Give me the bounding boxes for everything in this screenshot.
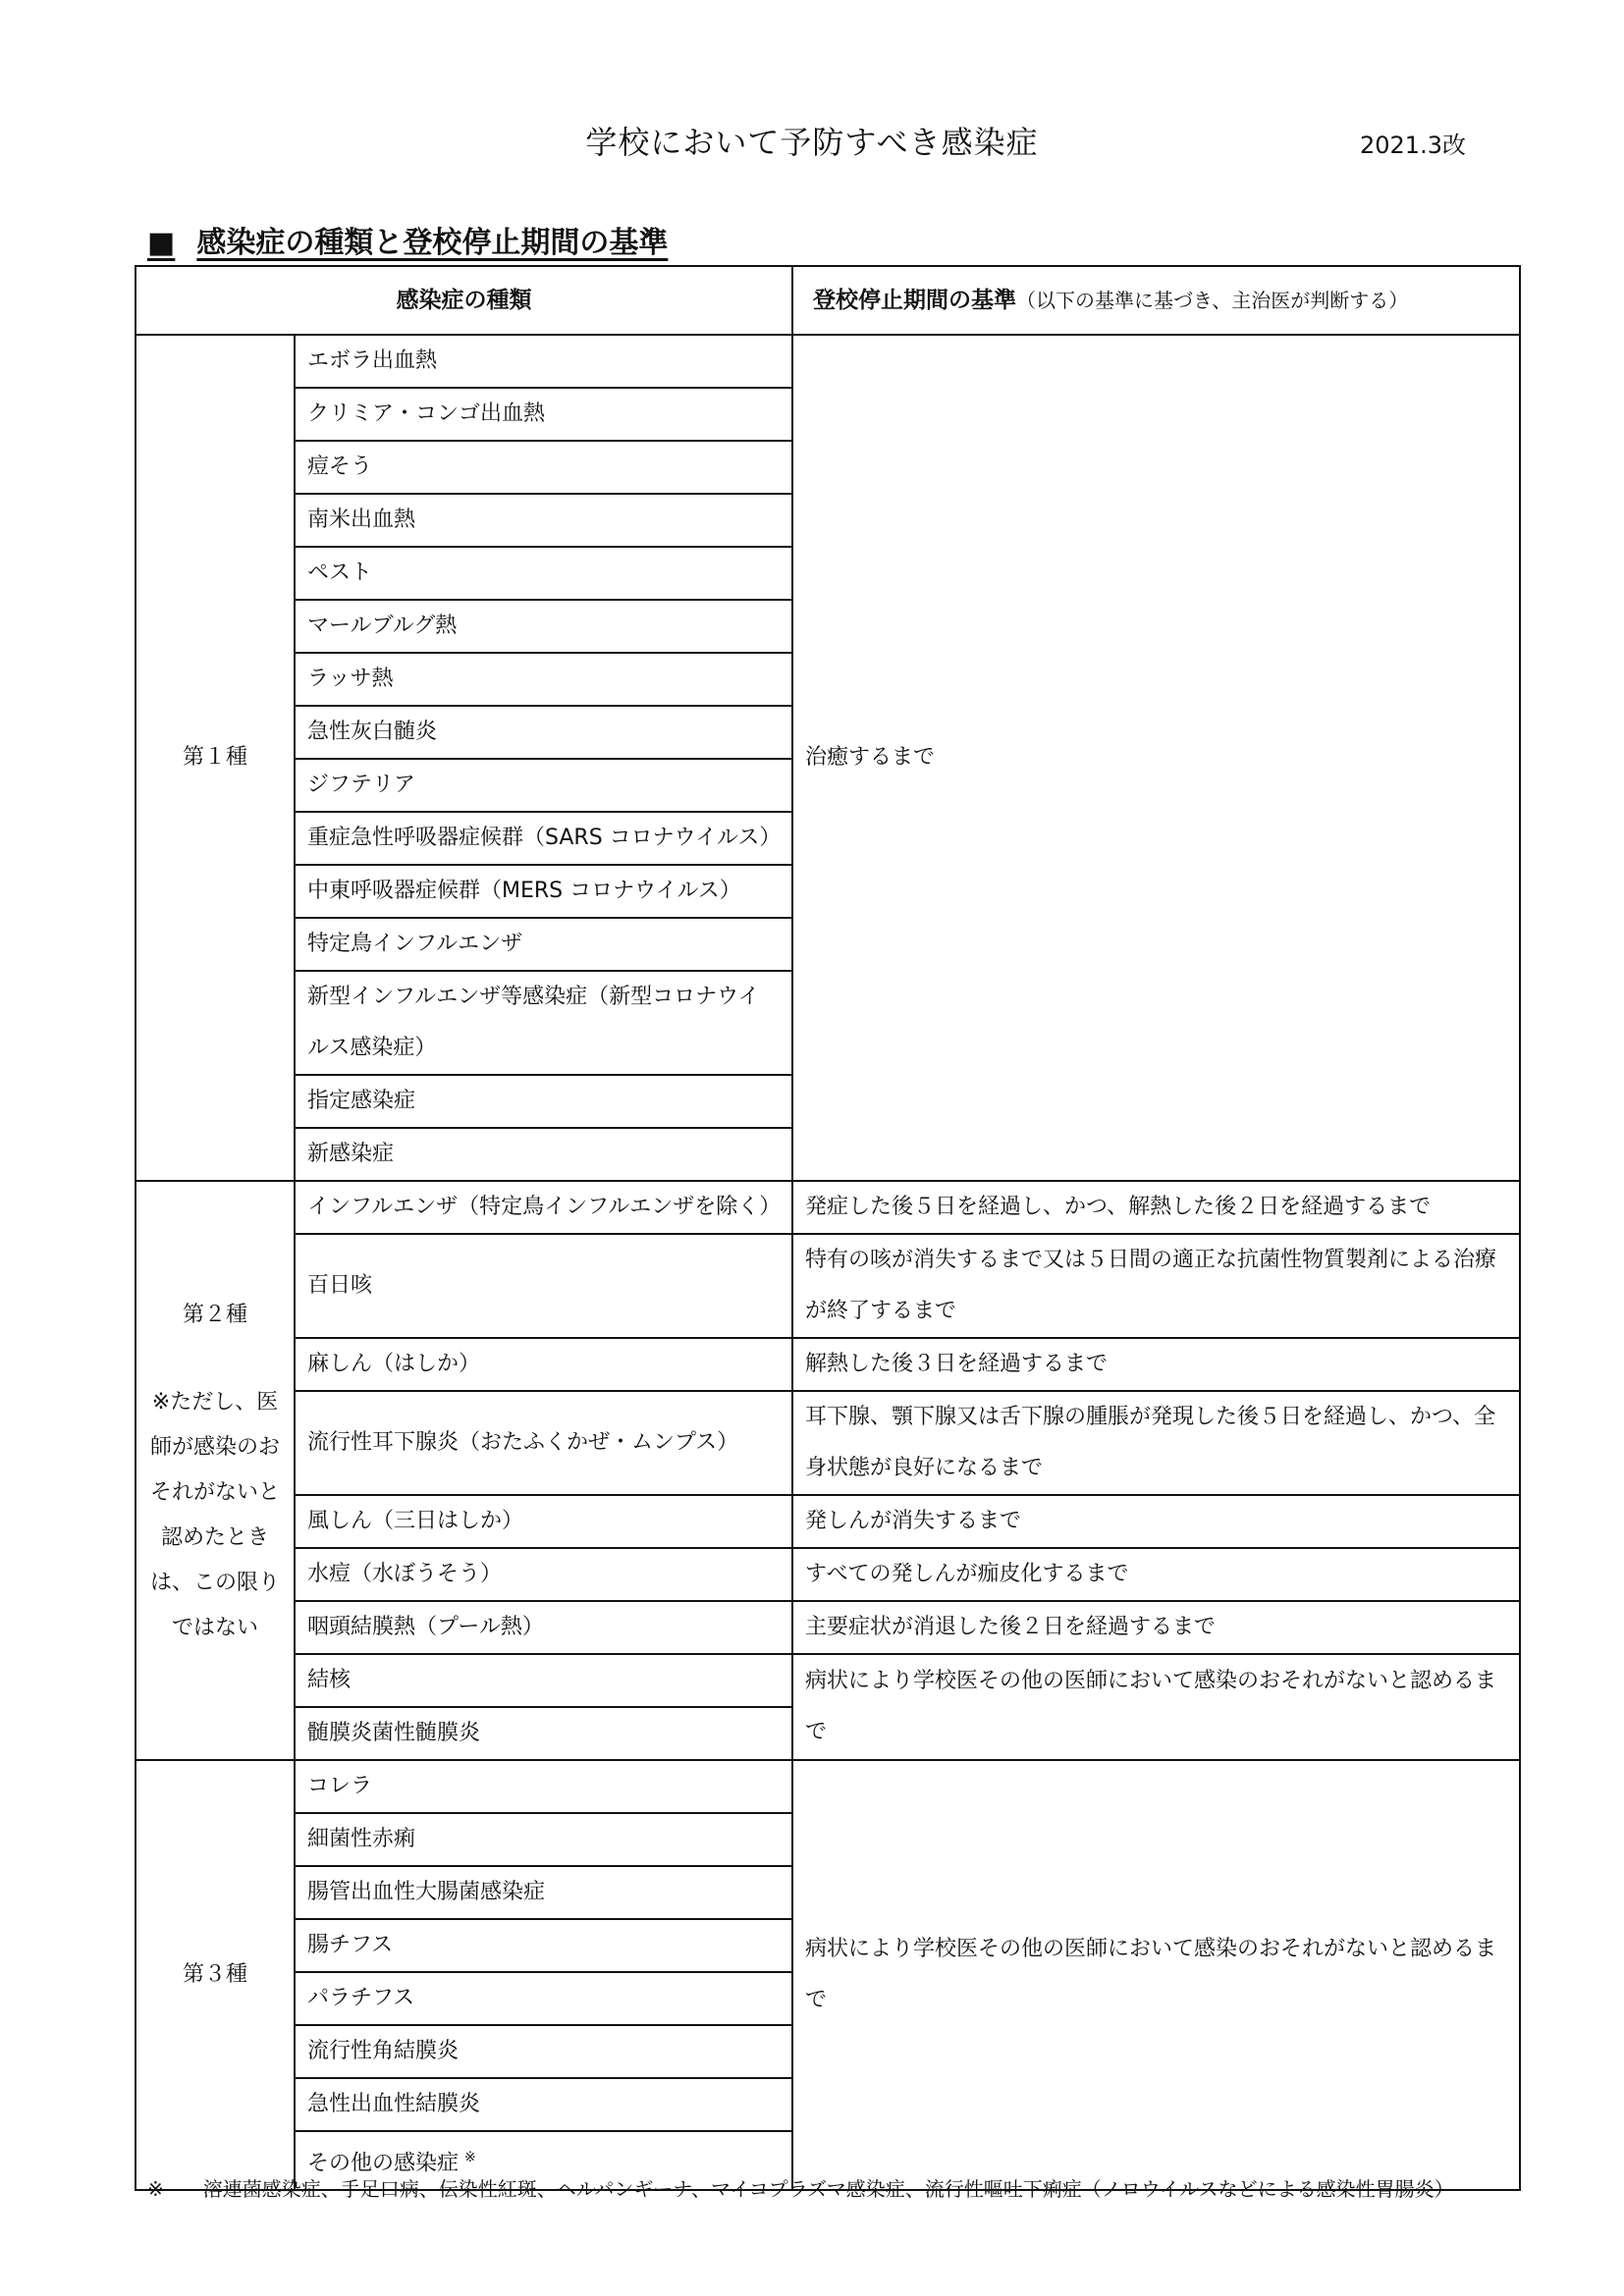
table-row <box>135 1338 1520 1391</box>
class1-disease: ラッサ熱 <box>295 653 792 706</box>
class2-criteria: すべての発しんが痂皮化するまで <box>792 1548 1520 1601</box>
class1-disease: クリミア・コンゴ出血熱 <box>295 388 792 441</box>
class1-disease: 痘そう <box>295 441 792 494</box>
class1-disease: 重症急性呼吸器症候群（SARS コロナウイルス） <box>295 812 792 865</box>
class2-criteria: 耳下腺、顎下腺又は舌下腺の腫脹が発現した後５日を経過し、かつ、全身状態が良好になるまで <box>792 1391 1520 1495</box>
class1-label: 第１種 <box>135 335 295 1181</box>
class1-disease: 南米出血熱 <box>295 494 792 547</box>
class2-criteria: 病状により学校医その他の医師において感染のおそれがないと認めるまで <box>792 1654 1520 1760</box>
class2-disease: 髄膜炎菌性髄膜炎 <box>295 1707 792 1760</box>
class2-criteria: 特有の咳が消失するまで又は５日間の適正な抗菌性物質製剤による治療が終了するまで <box>792 1234 1520 1338</box>
table-row <box>135 1654 1520 1707</box>
class3-criteria: 病状により学校医その他の医師において感染のおそれがないと認めるまで <box>792 1760 1520 2190</box>
table-row <box>135 1391 1520 1495</box>
class3-disease: 腸管出血性大腸菌感染症 <box>295 1866 792 1919</box>
class2-label: 第２種 <box>182 1303 247 1327</box>
footnote-text: 溶連菌感染症、手足口病、伝染性紅斑、ヘルパンギーナ、マイコプラズマ感染症、流行性嘔吐下痢症（ノロウイルスなどによる感染性胃腸炎） <box>202 2177 1454 2201</box>
class1-disease: 新感染症 <box>295 1128 792 1181</box>
table-row <box>135 1548 1520 1601</box>
class3-disease: コレラ <box>295 1760 792 1813</box>
class2-disease: 咽頭結膜熱（プール熱） <box>295 1601 792 1654</box>
class2-disease: 流行性耳下腺炎（おたふくかぜ・ムンプス） <box>295 1391 792 1495</box>
class1-disease: エボラ出血熱 <box>295 335 792 388</box>
class1-disease: ジフテリア <box>295 759 792 812</box>
table-row <box>135 1495 1520 1548</box>
class1-disease: 中東呼吸器症候群（MERS コロナウイルス） <box>295 865 792 918</box>
table-row <box>135 1601 1520 1654</box>
class2-disease: 風しん（三日はしか） <box>295 1495 792 1548</box>
class1-disease: ペスト <box>295 547 792 600</box>
square-bullet-icon: ■ <box>147 226 176 260</box>
class2-disease: インフルエンザ（特定鳥インフルエンザを除く） <box>295 1181 792 1234</box>
class2-disease: 百日咳 <box>295 1234 792 1338</box>
class1-disease: 指定感染症 <box>295 1075 792 1128</box>
table-row <box>135 335 1520 388</box>
table-row <box>135 1181 1520 1234</box>
class2-note: ※ただし、医師が感染のおそれがないと認めたときは、この限りではない <box>149 1390 280 1640</box>
header-criteria-label: 登校停止期間の基準 <box>813 288 1016 313</box>
class3-disease: その他の感染症 <box>307 2151 460 2176</box>
class1-disease: 新型インフルエンザ等感染症（新型コロナウイルス感染症） <box>295 971 792 1075</box>
class3-disease: 細菌性赤痢 <box>295 1813 792 1866</box>
footnote-mark: ※ <box>147 2177 164 2201</box>
class3-disease: 急性出血性結膜炎 <box>295 2078 792 2131</box>
class2-label-cell <box>135 1181 295 1760</box>
header-disease-type: 感染症の種類 <box>135 266 792 335</box>
class3-disease: パラチフス <box>295 1972 792 2025</box>
class1-criteria: 治癒するまで <box>792 335 1520 1181</box>
header-criteria <box>792 266 1520 335</box>
class1-disease: 急性灰白髄炎 <box>295 706 792 759</box>
section-heading-text: 感染症の種類と登校停止期間の基準 <box>196 226 669 260</box>
footnote-marker: ※ <box>464 2150 476 2165</box>
class2-criteria: 主要症状が消退した後２日を経過するまで <box>792 1601 1520 1654</box>
class1-disease: マールブルグ熱 <box>295 600 792 653</box>
class3-disease: 流行性角結膜炎 <box>295 2025 792 2078</box>
class2-disease: 水痘（水ぼうそう） <box>295 1548 792 1601</box>
class3-label: 第３種 <box>135 1760 295 2190</box>
class1-disease: 特定鳥インフルエンザ <box>295 918 792 971</box>
class2-disease: 結核 <box>295 1654 792 1707</box>
footnote <box>147 2173 1454 2202</box>
class2-criteria: 発しんが消失するまで <box>792 1495 1520 1548</box>
class2-disease: 麻しん（はしか） <box>295 1338 792 1391</box>
document-title: 学校において予防すべき感染症 <box>585 124 1039 161</box>
header-criteria-note: （以下の基準に基づき、主治医が判断する） <box>1016 289 1409 312</box>
table-row <box>135 1234 1520 1338</box>
disease-table <box>135 265 1521 2191</box>
class3-disease: 腸チフス <box>295 1919 792 1972</box>
class2-criteria: 発症した後５日を経過し、かつ、解熱した後２日を経過するまで <box>792 1181 1520 1234</box>
revision-date: 2021.3改 <box>1360 132 1466 159</box>
section-heading <box>147 218 668 261</box>
class2-criteria: 解熱した後３日を経過するまで <box>792 1338 1520 1391</box>
table-row <box>135 1760 1520 1813</box>
